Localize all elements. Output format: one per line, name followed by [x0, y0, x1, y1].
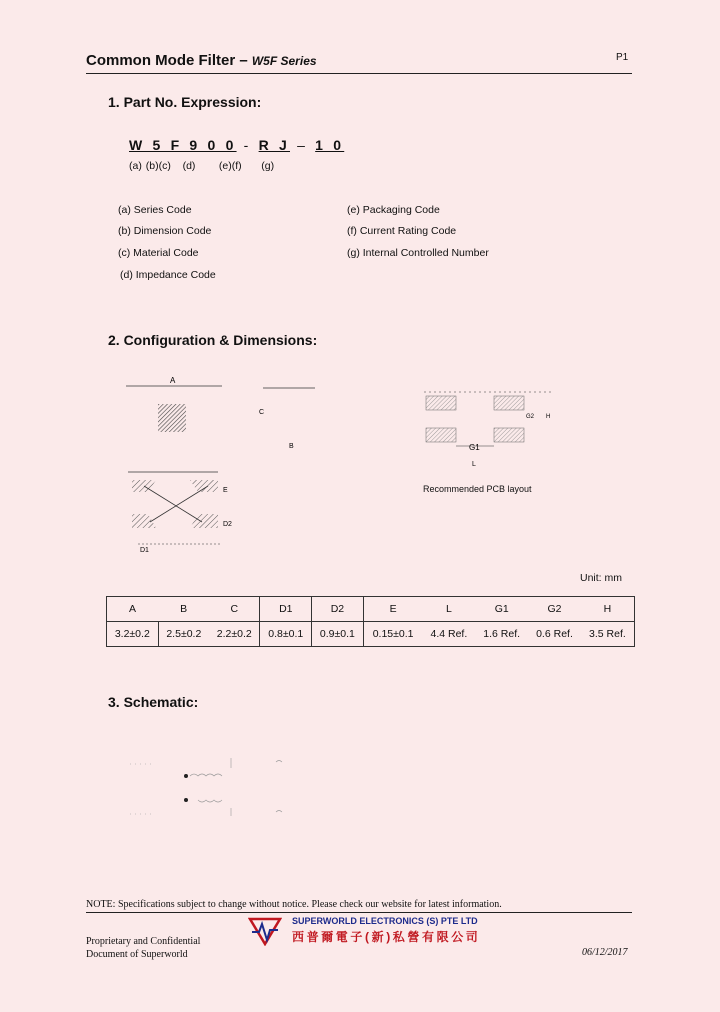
- table-header-cell: C: [209, 597, 260, 622]
- code-packaging: (e) Packaging Code: [347, 204, 440, 216]
- document-line: Document of Superworld: [86, 949, 188, 960]
- code-series: (a) Series Code: [118, 204, 192, 216]
- series-name: W5F Series: [251, 54, 317, 68]
- dim-label-d1: D1: [140, 547, 149, 554]
- code-material: (c) Material Code: [118, 247, 199, 259]
- section1-heading: 1. Part No. Expression:: [108, 94, 262, 110]
- table-header-cell: D2: [312, 597, 364, 622]
- dim-label-l: L: [472, 461, 476, 468]
- dim-label-c: C: [259, 409, 265, 416]
- chip-body: [158, 404, 186, 432]
- table-value-row: [107, 622, 635, 647]
- dim-label-a: A: [170, 376, 176, 385]
- table-value-cell: 2.5±0.2: [158, 622, 209, 647]
- proprietary-line: Proprietary and Confidential: [86, 936, 201, 947]
- side-view-drawing: [255, 380, 325, 455]
- dimensions-table: [106, 596, 635, 647]
- page-number: P1: [616, 52, 629, 63]
- table-value-cell: 0.9±0.1: [312, 622, 364, 647]
- page-title: [86, 52, 317, 69]
- table-value-cell: 0.15±0.1: [363, 622, 422, 647]
- pcb-layout-drawing: [420, 384, 560, 474]
- table-value-cell: 4.4 Ref.: [423, 622, 476, 647]
- dim-label-g1: G1: [469, 443, 480, 452]
- dim-label-h: H: [546, 414, 551, 420]
- code-current: (f) Current Rating Code: [347, 225, 457, 237]
- top-view-drawing: [110, 372, 230, 442]
- header-divider: [86, 73, 632, 74]
- table-header-cell: B: [158, 597, 209, 622]
- table-value-cell: 0.8±0.1: [260, 622, 312, 647]
- part-number-seg-1: W 5 F 9 0 0: [129, 137, 237, 153]
- code-internal: (g) Internal Controlled Number: [347, 247, 489, 259]
- part-number-sep-1: -: [236, 137, 259, 153]
- part-number-seg-2: R J: [258, 137, 290, 153]
- company-name-en: SUPERWORLD ELECTRONICS (S) PTE LTD: [292, 916, 478, 926]
- table-value-cell: 2.2±0.2: [209, 622, 260, 647]
- table-header-row: [107, 597, 635, 622]
- table-value-cell: 1.6 Ref.: [475, 622, 528, 647]
- proprietary-notice: [86, 935, 200, 961]
- part-number-sep-2: –: [290, 137, 316, 153]
- part-number: [129, 137, 344, 153]
- part-letters: (a) (b)(c) (d) (e)(f) (g): [129, 160, 275, 172]
- part-number-seg-3: 1 0: [315, 137, 345, 153]
- code-impedance: (d) Impedance Code: [120, 269, 216, 281]
- table-value-cell: 3.2±0.2: [107, 622, 159, 647]
- schematic-drawing: [128, 754, 298, 820]
- table-header-cell: G1: [475, 597, 528, 622]
- dim-label-b: B: [289, 443, 294, 450]
- section3-heading: 3. Schematic:: [108, 694, 199, 710]
- pcb-caption: Recommended PCB layout: [423, 484, 532, 494]
- company-logo-icon: [248, 916, 282, 946]
- table-header-cell: E: [363, 597, 422, 622]
- company-name-cn: 西普爾電子(新)私營有限公司: [292, 930, 481, 944]
- title-text: Common Mode Filter –: [86, 52, 252, 69]
- table-header-cell: G2: [528, 597, 581, 622]
- table-header-cell: A: [107, 597, 159, 622]
- table-value-cell: 0.6 Ref.: [528, 622, 581, 647]
- table-header-cell: H: [581, 597, 635, 622]
- document-date: 06/12/2017: [582, 947, 628, 958]
- dim-label-g2: G2: [526, 414, 535, 420]
- code-dimension: (b) Dimension Code: [118, 225, 212, 237]
- footer-divider: [86, 912, 632, 913]
- table-value-cell: 3.5 Ref.: [581, 622, 635, 647]
- bottom-view-drawing: [118, 462, 243, 554]
- unit-label: Unit: mm: [580, 572, 622, 584]
- table-header-cell: L: [423, 597, 476, 622]
- dim-label-d2: D2: [223, 521, 232, 528]
- footer-note: NOTE: Specifications subject to change without notice. Please check our website for latest information.: [86, 899, 502, 910]
- table-header-cell: D1: [260, 597, 312, 622]
- dim-label-e: E: [223, 487, 228, 494]
- section2-heading: 2. Configuration & Dimensions:: [108, 332, 318, 348]
